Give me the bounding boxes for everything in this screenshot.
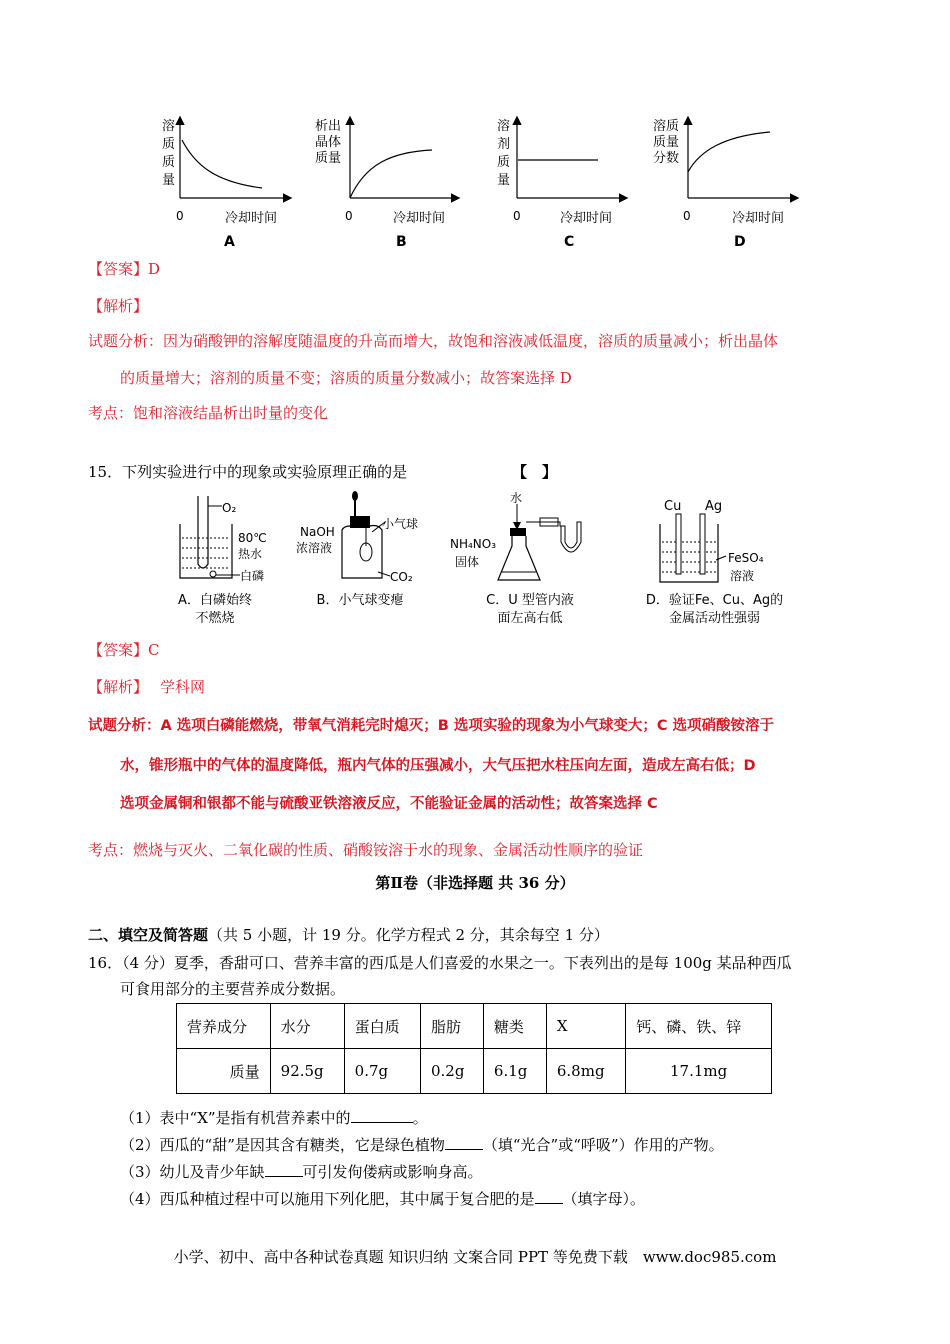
graph-b-ylabel-1: 析出 xyxy=(315,119,342,134)
q15-stem: 15．下列实验进行中的现象或实验原理正确的是 xyxy=(88,463,408,481)
graph-b xyxy=(315,118,458,250)
section2-heading: 二、填空及简答题（共 5 小题，计 19 分。化学方程式 2 分，其余每空 1 分） xyxy=(88,926,609,944)
answer-blank-3[interactable] xyxy=(265,1162,303,1177)
graph-a-origin: 0 xyxy=(176,209,184,223)
page-footer: 小学、初中、高中各种试卷真题 知识归纳 文案合同 PPT 等免费下载 www.doc985.com xyxy=(173,1248,777,1266)
table-header-row xyxy=(177,1004,772,1049)
graph-c xyxy=(497,118,626,250)
q14-jiexi: 【解析】 xyxy=(88,297,149,315)
label-solid: 固体 xyxy=(455,555,480,569)
graph-a-ylabel-2: 质 xyxy=(162,137,176,152)
table-cell: 水分 xyxy=(270,1004,344,1049)
label-balloon: 小气球 xyxy=(382,517,419,531)
answer-blank-1[interactable] xyxy=(351,1108,413,1123)
caption-d: D．验证Fe、Cu、Ag的 金属活动性强弱 xyxy=(645,593,784,626)
graph-b-ylabel-2: 晶体 xyxy=(315,135,342,150)
q14-kaodian: 考点：饱和溶液结晶析出时量的变化 xyxy=(88,404,329,422)
graph-c-origin: 0 xyxy=(513,209,521,223)
graph-c-ylabel-1: 溶 xyxy=(497,119,511,134)
q16-sub1: （1）表中“X”是指有机营养素中的 。 xyxy=(120,1109,428,1127)
graph-a-label: A xyxy=(224,234,235,250)
table-cell: 0.7g xyxy=(344,1049,420,1094)
table-cell: 92.5g xyxy=(270,1049,344,1094)
caption-b: B．小气球变瘪 xyxy=(316,593,404,608)
q16-stem-line1: 16．（4 分）夏季，香甜可口、营养丰富的西瓜是人们喜爱的水果之一。下表列出的是每 100g 某品种西瓜 xyxy=(88,954,792,972)
q15-answer-bracket: 【 】 xyxy=(512,463,558,481)
graph-c-ylabel-3: 质 xyxy=(497,155,511,170)
answer-blank-4[interactable] xyxy=(535,1189,563,1204)
label-nh4no3: NH₄NO₃ xyxy=(450,537,497,551)
answer-blank-2[interactable] xyxy=(445,1135,483,1150)
label-hot-water: 热水 xyxy=(238,547,263,561)
graph-d-ylabel-3: 分数 xyxy=(653,151,680,166)
table-cell: 钙、磷、铁、锌 xyxy=(626,1004,772,1049)
table-cell: X xyxy=(546,1004,625,1049)
apparatus-b xyxy=(296,491,418,584)
graph-a-ylabel-4: 量 xyxy=(162,173,176,188)
label-water: 水 xyxy=(510,491,523,505)
table-cell: 蛋白质 xyxy=(344,1004,420,1049)
label-conc-solution: 浓溶液 xyxy=(296,541,333,555)
apparatus-d xyxy=(660,499,764,583)
label-feso4: FeSO₄ xyxy=(728,551,764,565)
graph-c-xlabel: 冷却时间 xyxy=(560,211,613,226)
q16-stem-line2: 可食用部分的主要营养成分数据。 xyxy=(120,980,346,998)
label-cu: Cu xyxy=(664,499,682,514)
graph-a xyxy=(162,118,290,250)
table-cell: 质量 xyxy=(177,1049,271,1094)
q15-answer: 【答案】C xyxy=(88,641,160,659)
caption-a: A．白磷始终 不燃烧 xyxy=(178,593,252,626)
table-cell: 糖类 xyxy=(483,1004,546,1049)
table-cell: 6.8mg xyxy=(546,1049,625,1094)
graph-b-label: B xyxy=(396,234,407,250)
q16-sub3: （3）幼儿及青少年缺 可引发佝偻病或影响身高。 xyxy=(120,1163,483,1181)
apparatus-a xyxy=(180,496,267,583)
q15-analysis-line3: 选项金属铜和银都不能与硫酸亚铁溶液反应，不能验证金属的活动性；故答案选择 C xyxy=(120,796,658,812)
graph-a-ylabel-1: 溶 xyxy=(162,119,176,134)
q15-apparatus xyxy=(0,486,950,590)
graph-a-xlabel: 冷却时间 xyxy=(225,211,278,226)
graph-b-ylabel-3: 质量 xyxy=(315,151,342,166)
graph-d-ylabel-1: 溶质 xyxy=(653,119,680,134)
q15-kaodian: 考点：燃烧与灭火、二氧化碳的性质、硝酸铵溶于水的现象、金属活动性顺序的验证 xyxy=(88,841,644,859)
graph-a-curve xyxy=(182,140,262,188)
nutrition-table xyxy=(176,1003,772,1094)
q14-analysis-line2: 的质量增大；溶剂的质量不变；溶质的质量分数减小；故答案选择 D xyxy=(120,369,572,387)
section2-title: 第Ⅱ卷（非选择题 共 36 分） xyxy=(375,874,575,892)
graph-b-curve xyxy=(350,150,432,198)
graph-d-ylabel-2: 质量 xyxy=(653,135,680,150)
label-o2: O₂ xyxy=(222,501,237,515)
q15-analysis-line1: 试题分析：A 选项白磷能燃烧，带氧气消耗完时熄灭；B 选项实验的现象为小气球变大；C 选项硝酸铵溶于 xyxy=(88,718,775,734)
q15-analysis-line2: 水，锥形瓶中的气体的温度降低，瓶内气体的压强减小，大气压把水柱压向左面，造成左高右低；D xyxy=(120,758,756,774)
table-cell: 0.2g xyxy=(420,1049,483,1094)
graph-d-origin: 0 xyxy=(683,209,691,223)
q14-answer: 【答案】D xyxy=(88,260,161,278)
solubility-graphs xyxy=(0,110,950,255)
label-co2: CO₂ xyxy=(390,570,413,584)
table-cell: 脂肪 xyxy=(420,1004,483,1049)
label-white-phosphorus: 白磷 xyxy=(240,569,265,583)
graph-d xyxy=(653,118,797,250)
label-solution: 溶液 xyxy=(730,569,755,583)
table-cell: 6.1g xyxy=(483,1049,546,1094)
graph-a-ylabel-3: 质 xyxy=(162,155,176,170)
label-temp: 80℃ xyxy=(238,531,267,545)
table-row xyxy=(177,1049,772,1094)
graph-b-origin: 0 xyxy=(345,209,353,223)
q16-sub2: （2）西瓜的“甜”是因其含有糖类，它是绿色植物 （填“光合”或“呼吸”）作用的产物。 xyxy=(120,1136,724,1154)
caption-c: C．U 型管内液 面左高右低 xyxy=(486,593,574,626)
graph-c-label: C xyxy=(564,234,575,250)
graph-d-label: D xyxy=(734,234,746,250)
q14-analysis-line1: 试题分析：因为硝酸钾的溶解度随温度的升高而增大，故饱和溶液减低温度，溶质的质量减小；析出晶体 xyxy=(88,332,779,350)
graph-d-xlabel: 冷却时间 xyxy=(732,211,785,226)
graph-c-ylabel-2: 剂 xyxy=(497,137,511,152)
label-naoh: NaOH xyxy=(300,525,335,539)
q15-jiexi: 【解析】 学科网 xyxy=(88,678,206,696)
apparatus-c xyxy=(450,490,581,580)
graph-d-curve xyxy=(688,132,770,172)
table-cell: 17.1mg xyxy=(626,1049,772,1094)
table-cell: 营养成分 xyxy=(177,1004,271,1049)
label-ag: Ag xyxy=(705,499,723,514)
graph-b-xlabel: 冷却时间 xyxy=(393,211,446,226)
q16-sub4: （4）西瓜种植过程中可以施用下列化肥，其中属于复合肥的是 （填字母）。 xyxy=(120,1190,646,1208)
graph-c-ylabel-4: 量 xyxy=(497,173,511,188)
